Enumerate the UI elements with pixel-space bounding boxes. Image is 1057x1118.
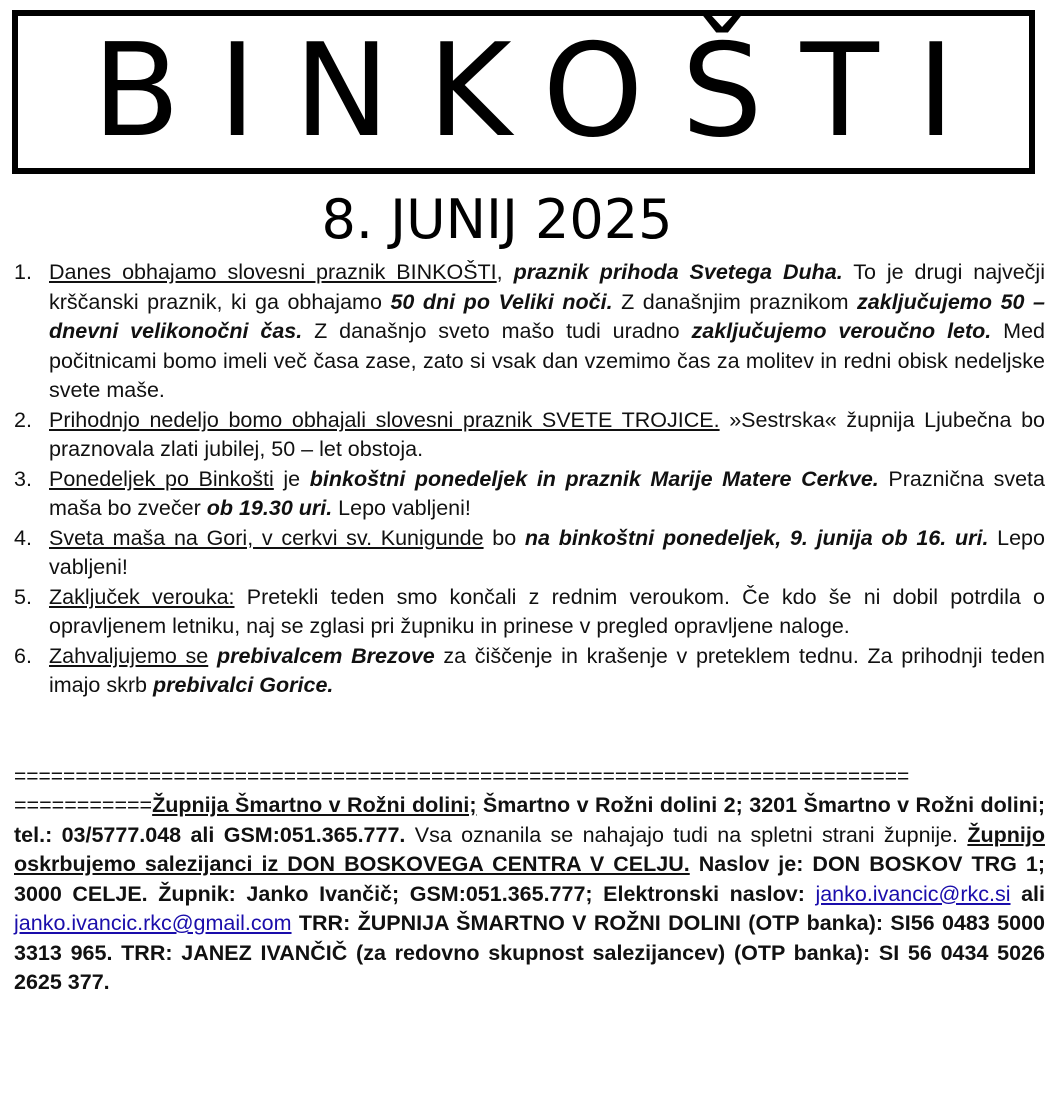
text-run: binkoštni ponedeljek in praznik Marije Matere Cerkve. bbox=[309, 466, 879, 491]
separator-line: ========================================================================= bbox=[14, 765, 910, 788]
text-run: Prihodnjo nedeljo bomo obhajali slovesni praznik SVETE TROJICE. bbox=[49, 407, 720, 432]
text-run: Z današnjo sveto mašo tudi uradno bbox=[302, 319, 692, 343]
text-run: na binkoštni ponedeljek, 9. junija ob 16. uri. bbox=[524, 525, 989, 550]
text-run: prebivalci Gorice. bbox=[152, 673, 334, 697]
text-run: 50 dni po Veliki noči. bbox=[390, 289, 613, 314]
page-title: BINKOŠTI bbox=[92, 17, 993, 166]
announcement-list bbox=[14, 258, 1045, 701]
text-run: »Sestrska« župnija Ljubečna bo praznovala zlati jubilej, 50 – let obstoja. bbox=[49, 407, 1045, 461]
text-run: zaključujemo 50 – dnevni velikonočni čas. bbox=[49, 289, 1046, 343]
text-run: ob 19.30 uri. bbox=[206, 496, 333, 520]
email-link[interactable]: janko.ivancic.rkc@gmail.com bbox=[14, 911, 292, 935]
email-link[interactable]: janko.ivancic@rkc.si bbox=[815, 881, 1011, 906]
text-run: Sveta maša na Gori, v cerkvi sv. Kunigunde bbox=[49, 525, 484, 550]
text-run: Praznična sveta maša bo zvečer bbox=[49, 466, 1045, 520]
announcement-item bbox=[14, 406, 1045, 465]
item-number: 6. bbox=[14, 643, 32, 668]
text-run: Zahvaljujemo se bbox=[49, 643, 209, 668]
item-number: 4. bbox=[14, 525, 32, 550]
text-run: Župnija Šmartno v Rožni dolini; bbox=[152, 793, 477, 817]
text-run: za čiščenje in krašenje v preteklem tednu. Za prihodnji teden imajo skrb bbox=[49, 643, 1045, 697]
text-run: Med počitnicami bomo imeli več časa zase, zato si vsak dan vzemimo čas za molitev in redni obisk nedeljske svete maše. bbox=[49, 319, 1045, 402]
text-run: Vsa oznanila se nahajajo tudi na spletni strani župnije. bbox=[405, 822, 968, 847]
parish-contact-info bbox=[14, 791, 1045, 998]
text-run: Župnijo oskrbujemo salezijanci iz DON BOSKOVEGA CENTRA V CELJU. bbox=[14, 822, 1045, 876]
announcement-item bbox=[14, 465, 1045, 524]
text-run: Lepo vabljeni! bbox=[332, 496, 471, 520]
item-number: 2. bbox=[14, 407, 32, 432]
separator-tail: =========== bbox=[14, 793, 153, 817]
text-run: prebivalcem Brezove bbox=[216, 643, 435, 668]
text-run: zaključujemo veroučno leto. bbox=[691, 319, 992, 343]
title-box bbox=[12, 10, 1035, 174]
text-run: Lepo vabljeni! bbox=[49, 525, 1045, 579]
text-run: Pretekli teden smo končali z rednim veroukom. Če kdo še ni dobil potrdila o opravljenem letniku, naj se zglasi pri župniku in prinese v pregled opravljene naloge. bbox=[49, 584, 1045, 638]
announcement-item bbox=[14, 524, 1045, 583]
text-run: Danes obhajamo slovesni praznik BINKOŠTI bbox=[49, 260, 497, 284]
text-run: Zaključek verouka: bbox=[49, 584, 235, 609]
item-number: 3. bbox=[14, 466, 32, 491]
text-run: , bbox=[496, 260, 514, 284]
text-run: je bbox=[273, 466, 310, 491]
text-run: Naslov je: DON BOSKOV TRG 1; 3000 CELJE. Župnik: Janko Ivančič; GSM:051.365.777; Elektronski naslov: bbox=[14, 852, 1045, 906]
text-run: Z današnjim praznikom bbox=[612, 289, 858, 314]
text-run: Šmartno v Rožni dolini 2; 3201 Šmartno v Rožni dolini; tel.: 03/5777.048 ali GSM:051.365.777. bbox=[14, 793, 1045, 847]
announcement-item bbox=[14, 642, 1045, 701]
text-run: praznik prihoda Svetega Duha. bbox=[513, 260, 843, 284]
text-run: bo bbox=[483, 525, 525, 550]
date-heading: 8. JUNIJ 2025 bbox=[321, 188, 673, 251]
text-run bbox=[208, 644, 217, 668]
announcement-item bbox=[14, 583, 1045, 642]
item-number: 1. bbox=[14, 260, 32, 284]
announcement-item bbox=[14, 258, 1045, 406]
text-run: To je drugi največji krščanski praznik, ki ga obhajamo bbox=[49, 260, 1045, 314]
text-run: Ponedeljek po Binkošti bbox=[49, 466, 274, 491]
item-number: 5. bbox=[14, 584, 32, 609]
text-run: ali bbox=[1010, 881, 1045, 906]
text-run: TRR: ŽUPNIJA ŠMARTNO V ROŽNI DOLINI (OTP banka): SI56 0483 5000 3313 965. TRR: JANEZ IVANČIČ (za redovno skupnost salezijancev) (OTP banka): SI 56 0434 5026 2625 377. bbox=[14, 911, 1045, 994]
